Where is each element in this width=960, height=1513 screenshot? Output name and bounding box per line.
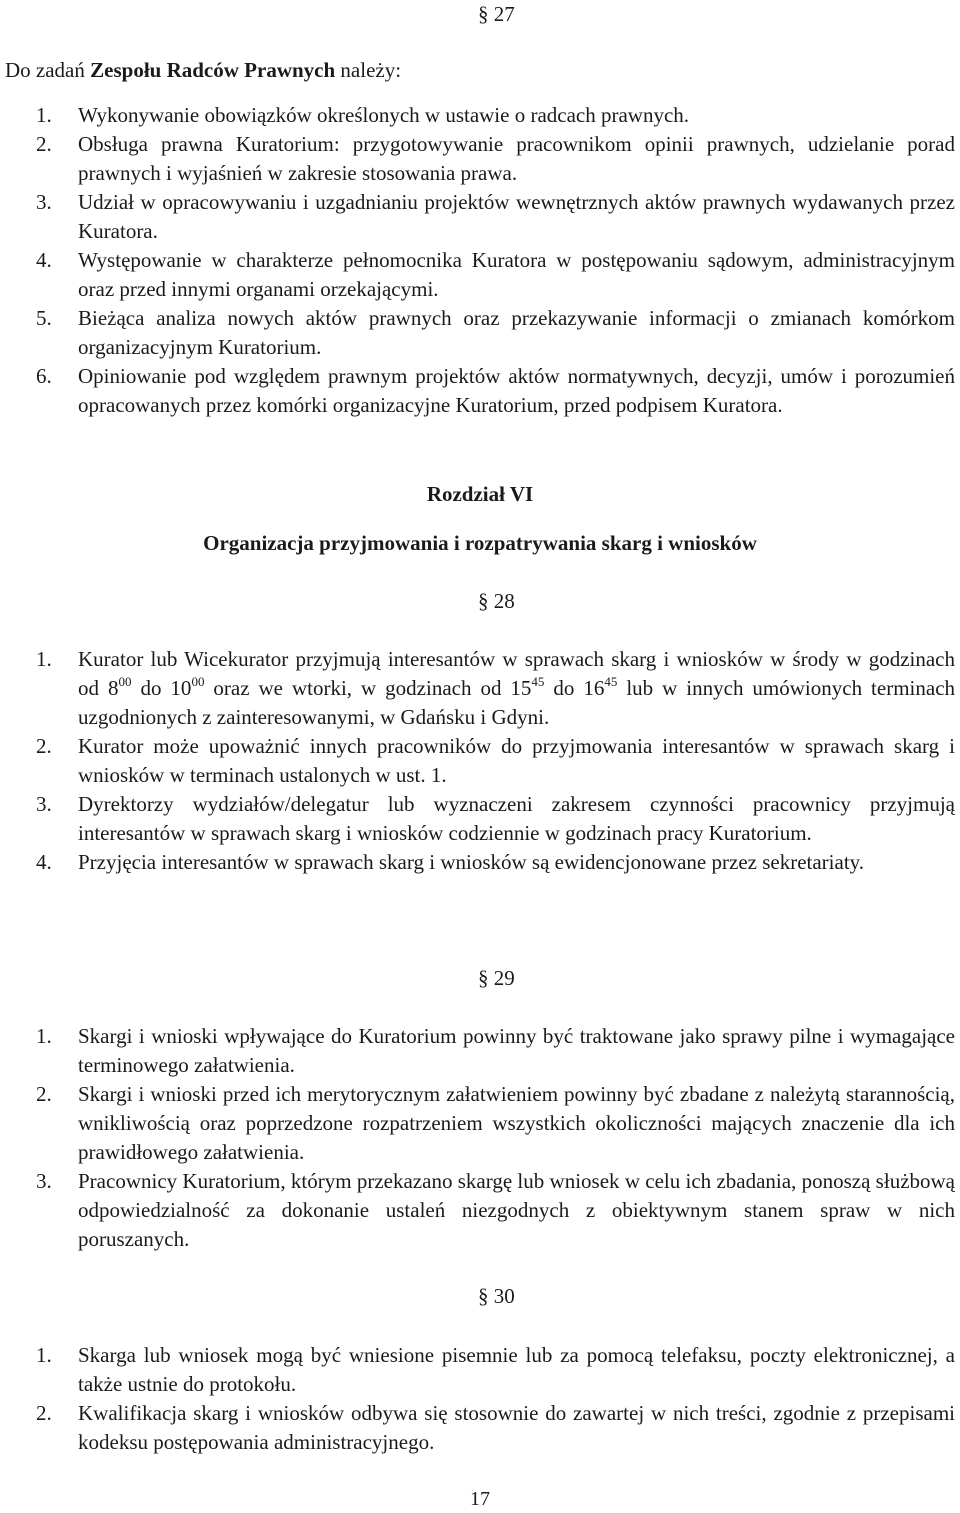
text-part: lub w innych umówionych terminach uzgodnionych z zainteresowanymi, w Gdańsku i Gdyni. (78, 676, 956, 729)
chapter-title: Organizacja przyjmowania i rozpatrywania skarg i wniosków (203, 531, 757, 555)
section-29-list (0, 1022, 955, 1254)
chapter-number: Rozdział VI (426, 482, 534, 506)
item-text: Pracownicy Kuratorium, którym przekazano skargę lub wniosek w celu ich zbadania, ponoszą służbową odpowiedzialność za dokonanie ustaleń niezgodnych z obiektywnym stanem spraw w nich poruszanych. (78, 1169, 955, 1251)
list-item (0, 130, 955, 188)
item-text: Skarga lub wniosek mogą być wniesione pisemnie lub za pomocą telefaksu, poczty elektronicznej, a także ustnie do protokołu. (78, 1343, 955, 1396)
list-item (0, 246, 955, 304)
item-number: 4. (36, 850, 52, 874)
list-item (0, 1399, 955, 1457)
item-number: 1. (36, 103, 52, 127)
intro-suffix: należy: (335, 58, 402, 82)
superscript-minutes: 45 (531, 674, 545, 689)
section-28-symbol: § 28 (478, 589, 515, 613)
item-number: 2. (36, 132, 52, 156)
item-number: 4. (36, 248, 52, 272)
item-number: 1. (36, 1343, 52, 1367)
list-item (0, 188, 955, 246)
item-number: 3. (36, 190, 52, 214)
list-item (0, 1080, 955, 1167)
item-number: 2. (36, 734, 52, 758)
item-text: Skargi i wnioski przed ich merytorycznym załatwieniem powinny być zbadane z należytą starannością, wnikliwością oraz poprzedzone rozpatrzeniem wszystkich okoliczności mających znaczenie dla ich prawidłowego załatwienia. (78, 1082, 955, 1164)
superscript-minutes: 00 (118, 674, 132, 689)
section-28-list (0, 645, 955, 877)
list-item (0, 848, 955, 877)
intro-prefix: Do zadań (5, 58, 91, 82)
item-text: Bieżąca analiza nowych aktów prawnych oraz przekazywanie informacji o zmianach komórkom organizacyjnym Kuratorium. (78, 306, 955, 359)
item-text: Opiniowanie pod względem prawnym projektów aktów normatywnych, decyzji, umów i porozumień opracowanych przez komórki organizacyjne Kuratorium, przed podpisem Kuratora. (78, 364, 955, 417)
list-item (0, 362, 955, 420)
item-text: Udział w opracowywaniu i uzgadnianiu projektów wewnętrznych aktów prawnych wydawanych przez Kuratora. (78, 190, 955, 243)
section-30-symbol: § 30 (478, 1284, 515, 1308)
item-number: 3. (36, 792, 52, 816)
team-name: Zespołu Radców Prawnych (90, 58, 336, 82)
list-item (0, 645, 955, 732)
section-29-symbol: § 29 (478, 966, 515, 990)
superscript-minutes: 00 (191, 674, 205, 689)
item-text: Skargi i wnioski wpływające do Kuratorium powinny być traktowane jako sprawy pilne i wymagające terminowego załatwienia. (78, 1024, 955, 1077)
text-part: do 10 (131, 676, 192, 700)
section-27-intro (5, 56, 401, 84)
item-text: Obsługa prawna Kuratorium: przygotowywanie pracownikom opinii prawnych, udzielanie porad prawnych i wyjaśnień w zakresie stosowania prawa. (78, 132, 955, 185)
text-part: do 16 (544, 676, 605, 700)
item-text: Przyjęcia interesantów w sprawach skarg i wniosków są ewidencjonowane przez sekretariaty. (78, 850, 865, 874)
section-27-list (0, 101, 955, 420)
section-27-symbol: § 27 (478, 2, 515, 26)
list-item (0, 101, 955, 130)
item-number: 1. (36, 1024, 52, 1048)
superscript-minutes: 45 (604, 674, 618, 689)
text-part: oraz we wtorki, w godzinach od 15 (204, 676, 532, 700)
list-item (0, 790, 955, 848)
item-text: Wykonywanie obowiązków określonych w ustawie o radcach prawnych. (78, 103, 690, 127)
item-text (78, 647, 955, 729)
item-text: Dyrektorzy wydziałów/delegatur lub wyznaczeni zakresem czynności pracownicy przyjmują interesantów w sprawach skarg i wniosków codziennie w godzinach pracy Kuratorium. (78, 792, 955, 845)
item-text: Kwalifikacja skarg i wniosków odbywa się stosownie do zawartej w nich treści, zgodnie z przepisami kodeksu postępowania administracyjnego. (78, 1401, 955, 1454)
section-30-list (0, 1341, 955, 1457)
item-number: 5. (36, 306, 52, 330)
list-item (0, 1022, 955, 1080)
text-part: Kurator lub Wicekurator przyjmują interesantów w sprawach skarg i wniosków w środy w godzinach od 8 (78, 647, 955, 700)
item-number: 2. (36, 1401, 52, 1425)
item-number: 3. (36, 1169, 52, 1193)
item-number: 2. (36, 1082, 52, 1106)
list-item (0, 304, 955, 362)
list-item (0, 1341, 955, 1399)
item-number: 1. (36, 647, 52, 671)
list-item (0, 1167, 955, 1254)
item-text: Kurator może upoważnić innych pracowników do przyjmowania interesantów w sprawach skarg i wniosków w terminach ustalonych w ust. 1. (78, 734, 955, 787)
item-number: 6. (36, 364, 52, 388)
list-item (0, 732, 955, 790)
page-number: 17 (470, 1488, 490, 1510)
item-text: Występowanie w charakterze pełnomocnika Kuratora w postępowaniu sądowym, administracyjnym oraz przed innymi organami orzekającymi. (78, 248, 955, 301)
